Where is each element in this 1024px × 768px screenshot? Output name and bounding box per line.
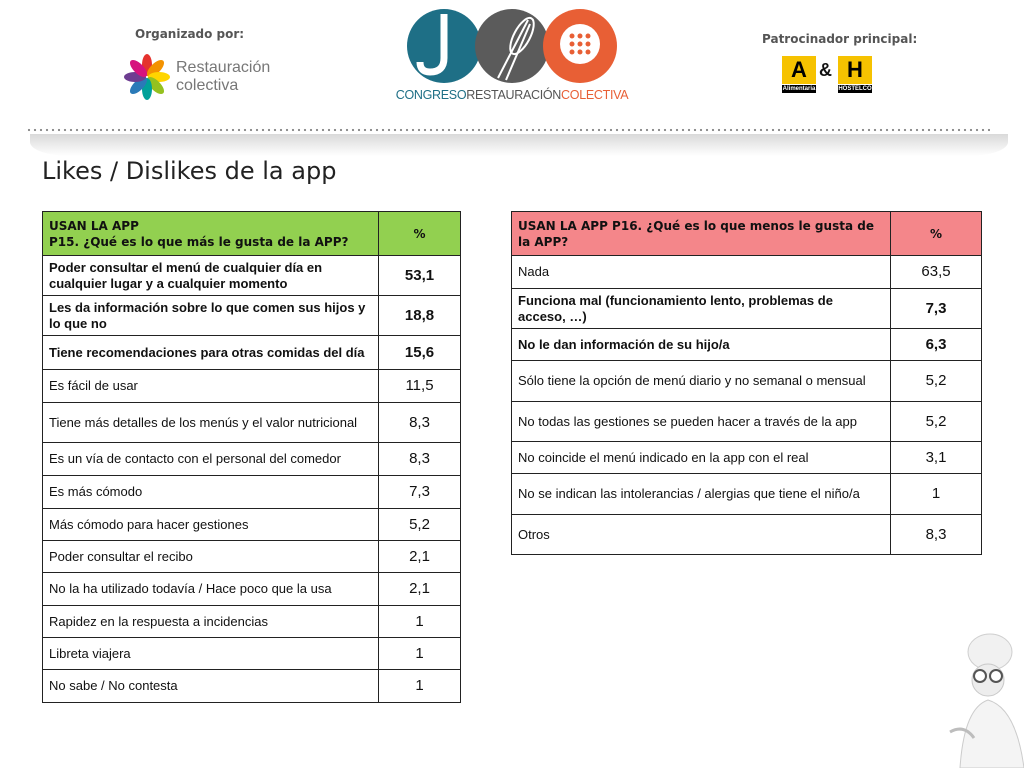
table-row [43,370,461,403]
row-label: No coincide el menú indicado en la app con el real [512,442,891,474]
row-label: No todas las gestiones se pueden hacer a través de la app [512,402,891,442]
row-label: Otros [512,515,891,555]
row-value: 8,3 [379,403,461,443]
row-label: Poder consultar el menú de cualquier día en cualquier lugar y a cualquier momento [43,256,379,296]
row-label: Les da información sobre lo que comen sus hijos y lo que no [43,296,379,336]
main-sponsor-label: Patrocinador principal: [762,32,918,46]
dislikes-table [511,211,982,555]
table-row [43,638,461,670]
row-value: 7,3 [379,476,461,509]
congress-word-3: COLECTIVA [561,88,629,102]
row-label: Rapidez en la respuesta a incidencias [43,606,379,638]
likes-pct-header: % [379,212,461,256]
row-value: 15,6 [379,336,461,370]
row-label: Tiene más detalles de los menús y el valor nutricional [43,403,379,443]
row-value: 1 [379,670,461,703]
row-value: 5,2 [891,361,982,402]
table-row [512,361,982,402]
table-row [43,336,461,370]
row-value: 2,1 [379,573,461,606]
row-value: 8,3 [379,443,461,476]
page-title: Likes / Dislikes de la app [42,157,337,185]
row-value: 63,5 [891,256,982,289]
sponsor-h-sub: HOSTELCO [838,86,872,92]
flower-icon [122,52,172,102]
table-row [512,474,982,515]
row-label: Nada [512,256,891,289]
organizer-logo-line1: Restauración [176,59,271,76]
row-value: 1 [379,638,461,670]
dotted-divider [26,128,990,132]
row-label: No le dan información de su hijo/a [512,329,891,361]
row-value: 5,2 [891,402,982,442]
row-label: Es un vía de contacto con el personal del comedor [43,443,379,476]
row-label: Funciona mal (funcionamiento lento, problemas de acceso, …) [512,289,891,329]
table-row [512,289,982,329]
likes-table [42,211,461,703]
sponsor-a-sub: Alimentaria [782,86,816,92]
table-row [43,403,461,443]
row-value: 6,3 [891,329,982,361]
table-row [43,670,461,703]
table-row [43,296,461,336]
row-value: 11,5 [379,370,461,403]
likes-header-line1: USAN LA APP [49,218,139,233]
row-value: 7,3 [891,289,982,329]
table-row [43,443,461,476]
table-row [43,476,461,509]
row-label: Es más cómodo [43,476,379,509]
row-value: 5,2 [379,509,461,541]
dislikes-header-row [512,212,982,256]
table-row [512,442,982,474]
row-value: 1 [379,606,461,638]
row-value: 3,1 [891,442,982,474]
table-row [512,515,982,555]
row-label: Tiene recomendaciones para otras comidas del día [43,336,379,370]
header-shadow-bar [30,134,1008,156]
row-label: Más cómodo para hacer gestiones [43,509,379,541]
congress-word-1: CONGRESO [395,88,467,102]
row-value: 8,3 [891,515,982,555]
table-row [43,606,461,638]
table-row [43,256,461,296]
congress-word-2: RESTAURACIÓN [466,88,562,102]
sponsor-h-mark: H [838,56,872,84]
congreso-logo [392,8,632,104]
organizer-logo-line2: colectiva [176,77,239,94]
table-row [512,402,982,442]
row-value: 18,8 [379,296,461,336]
row-value: 2,1 [379,541,461,573]
row-label: Libreta viajera [43,638,379,670]
row-label: No la ha utilizado todavía / Hace poco que la usa [43,573,379,606]
sponsor-ampersand: & [819,60,832,80]
table-row [512,256,982,289]
restauracion-colectiva-logo [122,50,271,102]
dislikes-pct-header: % [891,212,982,256]
dislikes-question-header: USAN LA APP P16. ¿Qué es lo que menos le gusta de la APP? [512,212,891,256]
table-row [43,541,461,573]
organized-by-label: Organizado por: [135,27,245,41]
row-label: No se indican las intolerancias / alergias que tiene el niño/a [512,474,891,515]
chef-illustration-icon [930,612,1024,768]
row-value: 1 [891,474,982,515]
congress-name [392,88,632,102]
row-label: No sabe / No contesta [43,670,379,703]
likes-header-row [43,212,461,256]
row-label: Sólo tiene la opción de menú diario y no semanal o mensual [512,361,891,402]
table-row [43,573,461,606]
row-value: 53,1 [379,256,461,296]
sponsor-a-mark: A [782,56,816,84]
kitchen-utensils-icon [406,8,618,86]
sponsor-logo [782,56,874,96]
likes-header-line2: P15. ¿Qué es lo que más le gusta de la APP? [49,234,349,249]
table-row [43,509,461,541]
table-row [512,329,982,361]
row-label: Es fácil de usar [43,370,379,403]
likes-question-header [43,212,379,256]
row-label: Poder consultar el recibo [43,541,379,573]
